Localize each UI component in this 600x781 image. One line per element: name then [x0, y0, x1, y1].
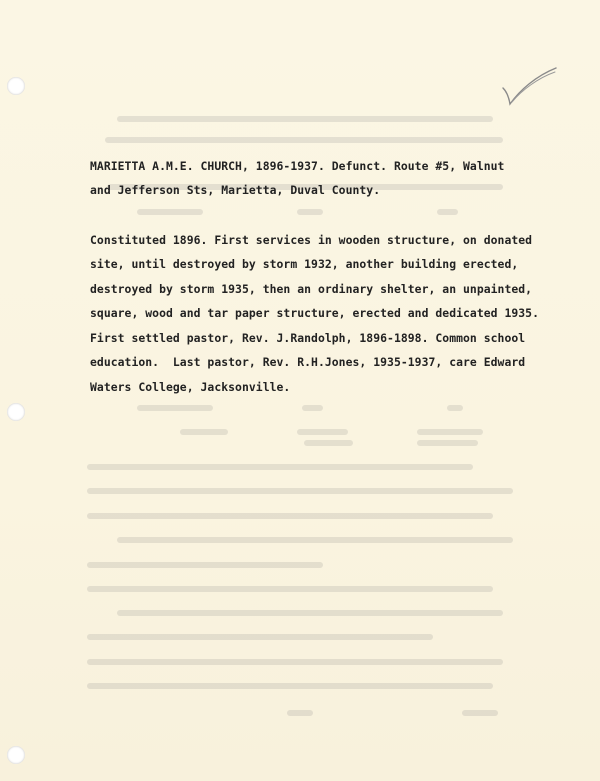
entry-body-line: education. Last pastor, Rev. R.H.Jones, 1935-1937, care Edward	[90, 355, 526, 369]
entry-heading-line-2: and Jefferson Sts, Marietta, Duval County.	[90, 183, 381, 197]
entry-body-line: square, wood and tar paper structure, erected and dedicated 1935.	[90, 306, 540, 320]
entry-body-line: First settled pastor, Rev. J.Randolph, 1896-1898. Common school	[90, 331, 526, 345]
entry-heading-line-1: MARIETTA A.M.E. CHURCH, 1896-1937. Defunct. Route #5, Walnut	[90, 159, 505, 173]
entry-body-line: Constituted 1896. First services in wooden structure, on donated	[90, 233, 533, 247]
entry-body-line: destroyed by storm 1935, then an ordinary shelter, an unpainted,	[90, 282, 533, 296]
entry-body-line: Waters College, Jacksonville.	[90, 380, 291, 394]
entry-body-line: site, until destroyed by storm 1932, another building erected,	[90, 257, 519, 271]
